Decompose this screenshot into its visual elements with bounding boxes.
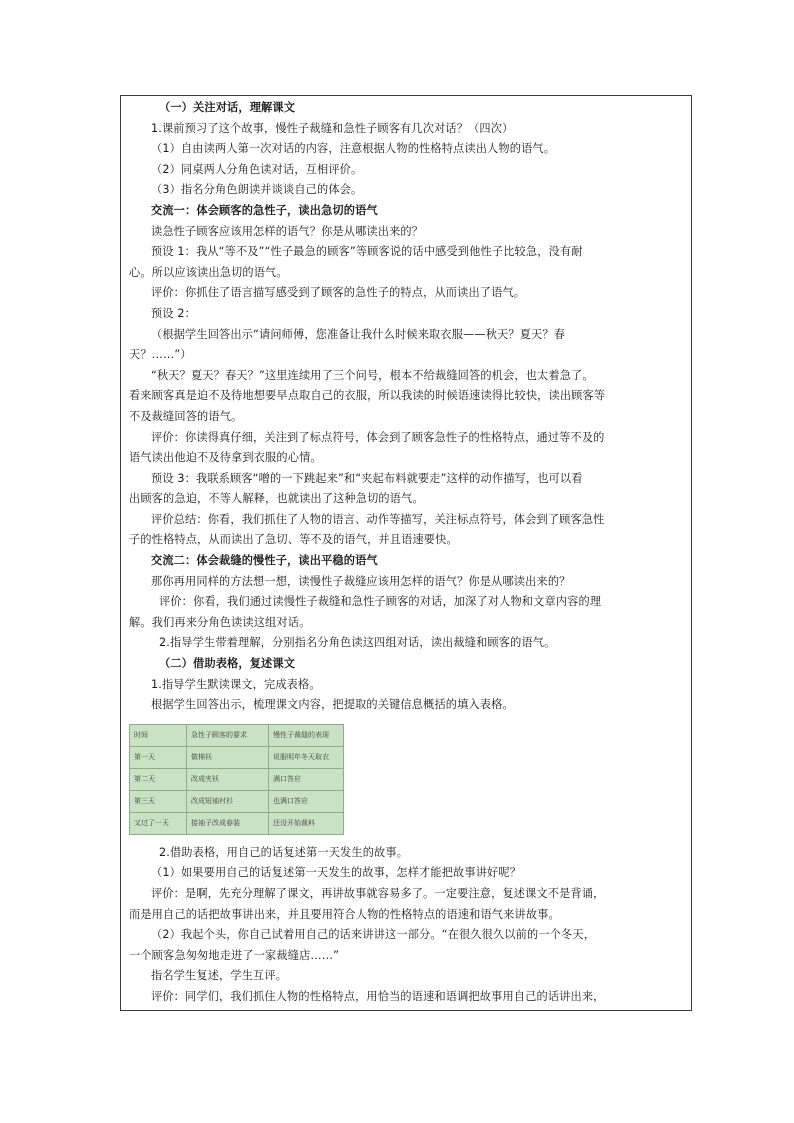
- table-cell: 说服明年冬天取衣: [269, 746, 344, 768]
- text-line: 1.课前预习了这个故事，慢性子裁缝和急性子顾客有几次对话？（四次）: [151, 121, 514, 135]
- text-line: （根据学生回答出示“请问师傅，您准备让我什么时候来取衣服——秋天？夏天？春: [151, 327, 566, 341]
- table-cell: 第一天: [130, 746, 187, 768]
- text-line: 根据学生回答出示，梳理课文内容，把提取的关键信息概括的填入表格。: [151, 698, 514, 712]
- text-line: 天？……”）: [129, 348, 192, 362]
- section-two-retell: [129, 843, 685, 1008]
- text-line: 评价：是啊，先充分理解了课文，再讲故事就容易多了。一定要注意，复述课文不是背诵，: [151, 887, 605, 900]
- table-header-cell: 慢性子裁缝的表现: [269, 724, 344, 746]
- table-cell: 满口答应: [269, 768, 344, 790]
- text-line: 预设 2：: [151, 306, 196, 320]
- text-line: 读急性子顾客应该用怎样的语气？你是从哪读出来的？: [151, 224, 424, 238]
- text-line: （1）如果要用自己的话复述第一天发生的故事，怎样才能把故事讲好呢？: [151, 866, 522, 880]
- text-line: 评价：你抓住了语言描写感受到了顾客的急性子的特点，从而读出了语气。: [151, 286, 526, 300]
- text-line: 1.指导学生默读课文，完成表格。: [151, 677, 321, 691]
- text-line: 交流一：体会顾客的急性子，读出急切的语气: [151, 203, 378, 217]
- story-summary-table: [129, 724, 344, 835]
- lesson-content: [129, 98, 685, 1008]
- table-cell: 接袖子改成春装: [187, 812, 269, 834]
- text-line: 一个顾客急匆匆地走进了一家裁缝店……”: [129, 948, 340, 962]
- table-cell: 做棉袄: [187, 746, 269, 768]
- text-line: 评价：你看，我们通过读慢性子裁缝和急性子顾客的对话，加深了对人物和文章内容的理: [159, 595, 602, 609]
- text-line: 不及裁缝回答的语气。: [129, 409, 243, 423]
- text-line: 看来顾客真是迫不及待地想要早点取自己的衣服，所以我读的时候语速读得比较快，读出顾客等: [129, 389, 606, 403]
- spacer: [129, 716, 685, 720]
- table-cell: 还没开始裁料: [269, 812, 344, 834]
- text-line: 那你再用同样的方法想一想，读慢性子裁缝应该用怎样的语气？你是从哪读出来的？: [151, 574, 571, 588]
- text-line: 评价：同学们，我们抓住人物的性格特点，用恰当的语速和语调把故事用自己的话讲出来，: [151, 989, 605, 1003]
- text-line: 心。所以应该读出急切的语气。: [129, 265, 288, 279]
- section-one: [129, 98, 685, 654]
- text-line: （一）关注对话，理解课文: [159, 101, 296, 114]
- text-line: 交流二：体会裁缝的慢性子，读出平稳的语气: [151, 554, 378, 568]
- text-line: 出顾客的急迫，不等人解释，也就读出了这种急切的语气。: [129, 492, 424, 506]
- lesson-plan-table-cell: [120, 95, 692, 1011]
- table-cell: 改成短袖衬衫: [187, 790, 269, 812]
- text-line: 解。我们再来分角色读读这组对话。: [129, 615, 311, 629]
- table-cell: 改成夹袄: [187, 768, 269, 790]
- text-line: 评价总结：你看，我们抓住了人物的语言、动作等描写，关注标点符号，体会到了顾客急性: [151, 512, 605, 526]
- table-row: [130, 812, 344, 834]
- section-two-title: （二）借助表格，复述课文: [159, 657, 296, 671]
- text-line: 而是用自己的话把故事讲出来，并且要用符合人物的性格特点的语速和语气来讲故事。: [129, 907, 560, 921]
- text-line: （2）我起个头，你自己试着用自己的话来讲讲这一部分。“在很久很久以前的一个冬天，: [151, 928, 596, 942]
- text-line: 子的性格特点，从而读出了急切、等不及的语气，并且语速要快。: [129, 533, 458, 547]
- table-row: [130, 768, 344, 790]
- text-line: “秋天？夏天？春天？”这里连续用了三个问号，根本不给裁缝回答的机会，也太着急了。: [151, 368, 594, 382]
- table-row: [130, 746, 344, 768]
- table-header-row: [130, 724, 344, 746]
- text-line: 语气读出他迫不及待拿到衣服的心情。: [129, 451, 322, 465]
- table-cell: 也满口答应: [269, 790, 344, 812]
- table-cell: 第三天: [130, 790, 187, 812]
- text-line: 2.借助表格，用自己的话复述第一天发生的故事。: [159, 845, 409, 859]
- table-row: [130, 790, 344, 812]
- text-line: （2）同桌两人分角色读对话，互相评价。: [151, 162, 363, 176]
- text-line: （1）自由读两人第一次对话的内容，注意根据人物的性格特点读出人物的语气。: [151, 142, 556, 156]
- table-cell: 又过了一天: [130, 812, 187, 834]
- table-header-cell: 时间: [130, 724, 187, 746]
- text-line: 评价：你读得真仔细，关注到了标点符号，体会到了顾客急性子的性格特点，通过等不及的: [151, 430, 605, 444]
- table-header-cell: 急性子顾客的要求: [187, 724, 269, 746]
- section-two-intro: [129, 675, 685, 716]
- table-cell: 第二天: [130, 768, 187, 790]
- text-line: 指名学生复述，学生互评。: [151, 969, 288, 983]
- text-line: 2.指导学生带着理解，分别指名分角色读这四组对话，读出裁缝和顾客的语气。: [159, 636, 556, 650]
- text-line: 预设 3：我联系顾客“噌的一下跳起来”和“夹起布料就要走”这样的动作描写，也可以看: [151, 471, 583, 485]
- text-line: 预设 1：我从“等不及”“性子最急的顾客”等顾客说的话中感受到他性子比较急，没有耐: [151, 245, 583, 259]
- text-line: （3）指名分角色朗读并谈谈自己的体会。: [151, 183, 363, 197]
